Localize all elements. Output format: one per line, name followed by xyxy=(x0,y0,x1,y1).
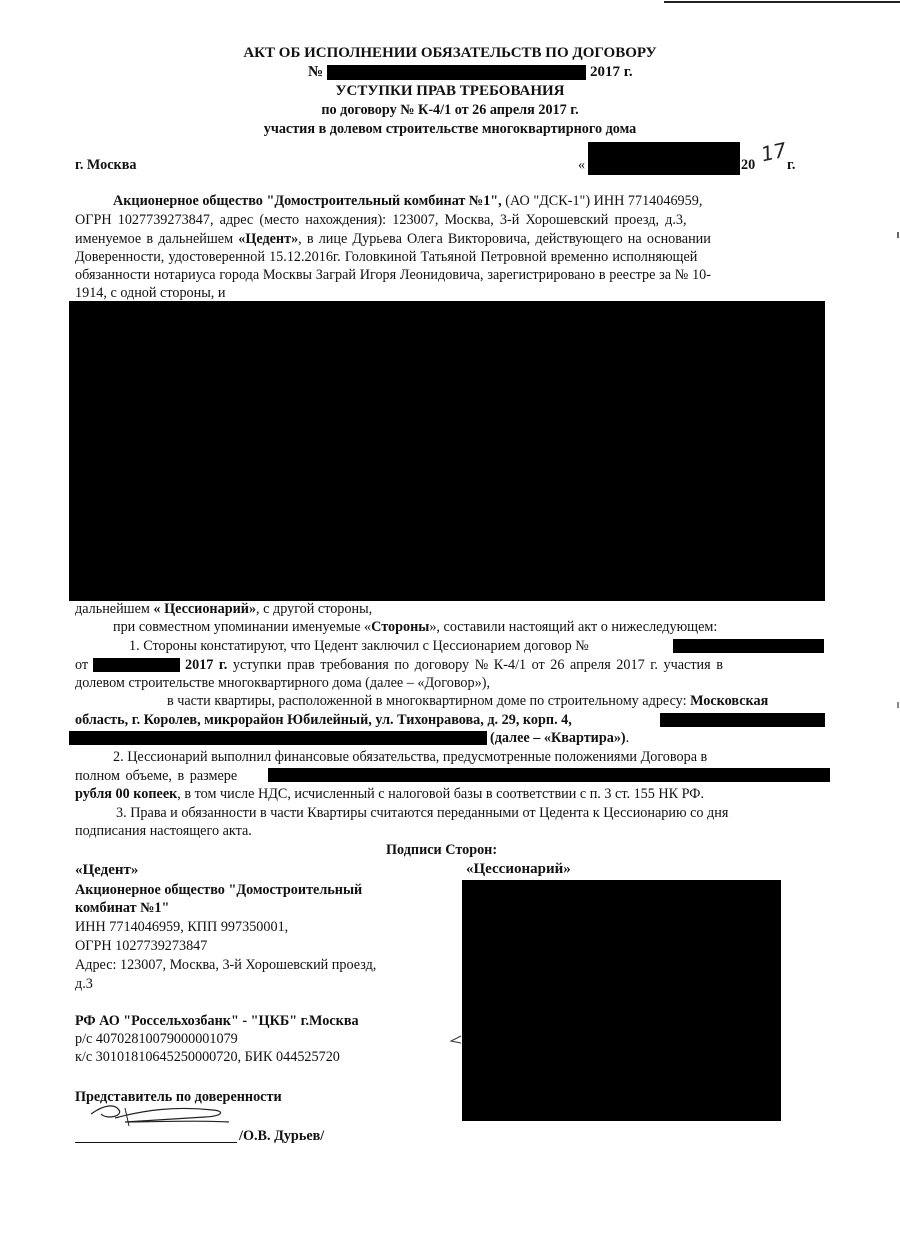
signature-scribble xyxy=(85,1100,235,1134)
redacted-cessionary-signature xyxy=(462,880,781,1121)
date-year-prefix: 20 xyxy=(741,157,756,173)
party2-line-2: при совместном упоминании именуемые «Стороны», составили настоящий акт о нижеследующем: xyxy=(113,619,718,635)
redacted-assignment-number xyxy=(673,639,824,653)
title-line-3: УСТУПКИ ПРАВ ТРЕБОВАНИЯ xyxy=(335,83,565,99)
scan-margin-mark xyxy=(897,702,899,708)
clause1-line-4: в части квартиры, расположенной в многоквартирном доме по строительному адресу: Московская xyxy=(167,693,769,709)
redacted-contract-number xyxy=(327,65,586,80)
clause3-line-1: 3. Права и обязанности в части Квартиры считаются переданными от Цедента к Цессионарию со дня xyxy=(116,805,729,821)
clause1-line-2b: 2017 г. уступки прав требования по договору № К-4/1 от 26 апреля 2017 г. участия в xyxy=(185,657,723,673)
cedent-address-line-1: Адрес: 123007, Москва, 3-й Хорошевский проезд, xyxy=(75,957,377,973)
title-line-5: участия в долевом строительстве многоквартирного дома xyxy=(263,121,637,137)
clause1-line-6: (далее – «Квартира»). xyxy=(490,730,630,746)
cedent-corr-account: к/с 30101810645250000720, БИК 044525720 xyxy=(75,1049,340,1065)
clause2-line-1: 2. Цессионарий выполнил финансовые обязательства, предусмотренные положениями Договора в xyxy=(113,749,708,765)
clause2-line-2: полном объеме, в размере xyxy=(75,768,238,784)
scan-edge-line xyxy=(664,1,900,3)
redacted-amount xyxy=(268,768,830,782)
redacted-apartment-b xyxy=(69,731,487,745)
clause3-line-2: подписания настоящего акта. xyxy=(75,823,252,839)
date-year-handwritten: 17 xyxy=(758,137,789,167)
clause1-line-1: 1. Стороны констатируют, что Цедент заключил с Цессионарием договор № xyxy=(129,638,589,654)
intro-line-1: Акционерное общество "Домостроительный комбинат №1", (АО "ДСК-1") ИНН 7714046959, xyxy=(113,193,703,209)
clause1-line-3: долевом строительстве многоквартирного дома (далее – «Договор»), xyxy=(75,675,490,691)
intro-line-3: именуемое в дальнейшем «Цедент», в лице Дурьева Олега Викторовича, действующего на основании xyxy=(75,231,711,247)
cedent-representative: Представитель по доверенности xyxy=(75,1089,282,1105)
redacted-date xyxy=(588,142,740,175)
signatures-heading: Подписи Сторон: xyxy=(386,842,498,858)
cedent-signer: /О.В. Дурьев/ xyxy=(239,1128,325,1144)
clause2-line-3: рубля 00 копеек, в том числе НДС, исчисленный с налоговой базы в соответствии с п. 3 ст. 155 НК РФ. xyxy=(75,786,705,802)
cedent-bank: РФ АО "Россельхозбанк" - "ЦКБ" г.Москва xyxy=(75,1013,359,1029)
pen-mark xyxy=(449,1034,463,1044)
clause1-line-5: область, г. Королев, микрорайон Юбилейный, ул. Тихонравова, д. 29, корп. 4, xyxy=(75,712,572,728)
city-label: г. Москва xyxy=(75,157,137,173)
intro-line-4: Доверенности, удостоверенной 15.12.2016г. Головкиной Татьяной Петровной временно исполняющей xyxy=(75,249,698,265)
cedent-ogrn: ОГРН 1027739273847 xyxy=(75,938,208,954)
cedent-label: «Цедент» xyxy=(75,862,139,878)
cedent-address-line-2: д.3 xyxy=(75,976,93,992)
cedent-account: р/с 40702810079000001079 xyxy=(75,1031,238,1047)
clause1-line-2: от xyxy=(75,657,89,673)
party2-line-1: дальнейшем « Цессионарий», с другой стороны, xyxy=(75,601,373,617)
cedent-name-line-1: Акционерное общество "Домостроительный xyxy=(75,882,363,898)
scan-margin-mark xyxy=(897,232,899,238)
signature-line xyxy=(75,1142,237,1143)
title-line-4: по договору № К-4/1 от 26 апреля 2017 г. xyxy=(321,102,579,118)
date-quote: « xyxy=(578,157,586,173)
redacted-apartment-a xyxy=(660,713,825,727)
date-year-suffix: г. xyxy=(787,157,796,173)
cessionary-label: «Цессионарий» xyxy=(466,861,571,877)
intro-line-6: 1914, с одной стороны, и xyxy=(75,285,226,301)
title-year: 2017 г. xyxy=(590,64,633,80)
title-no-symbol: № xyxy=(308,64,324,80)
redacted-cessionary-details xyxy=(69,301,825,601)
cedent-name-line-2: комбинат №1" xyxy=(75,900,170,916)
cedent-inn: ИНН 7714046959, КПП 997350001, xyxy=(75,919,289,935)
title-line-1: АКТ ОБ ИСПОЛНЕНИИ ОБЯЗАТЕЛЬСТВ ПО ДОГОВОРУ xyxy=(243,45,657,61)
redacted-assignment-date xyxy=(93,658,180,672)
intro-line-5: обязанности нотариуса города Москвы Заграй Игоря Леонидовича, зарегистрировано в реестре за № 10- xyxy=(75,267,711,283)
intro-line-2: ОГРН 1027739273847, адрес (место нахождения): 123007, Москва, 3-й Хорошевский проезд, д.3, xyxy=(75,212,687,228)
